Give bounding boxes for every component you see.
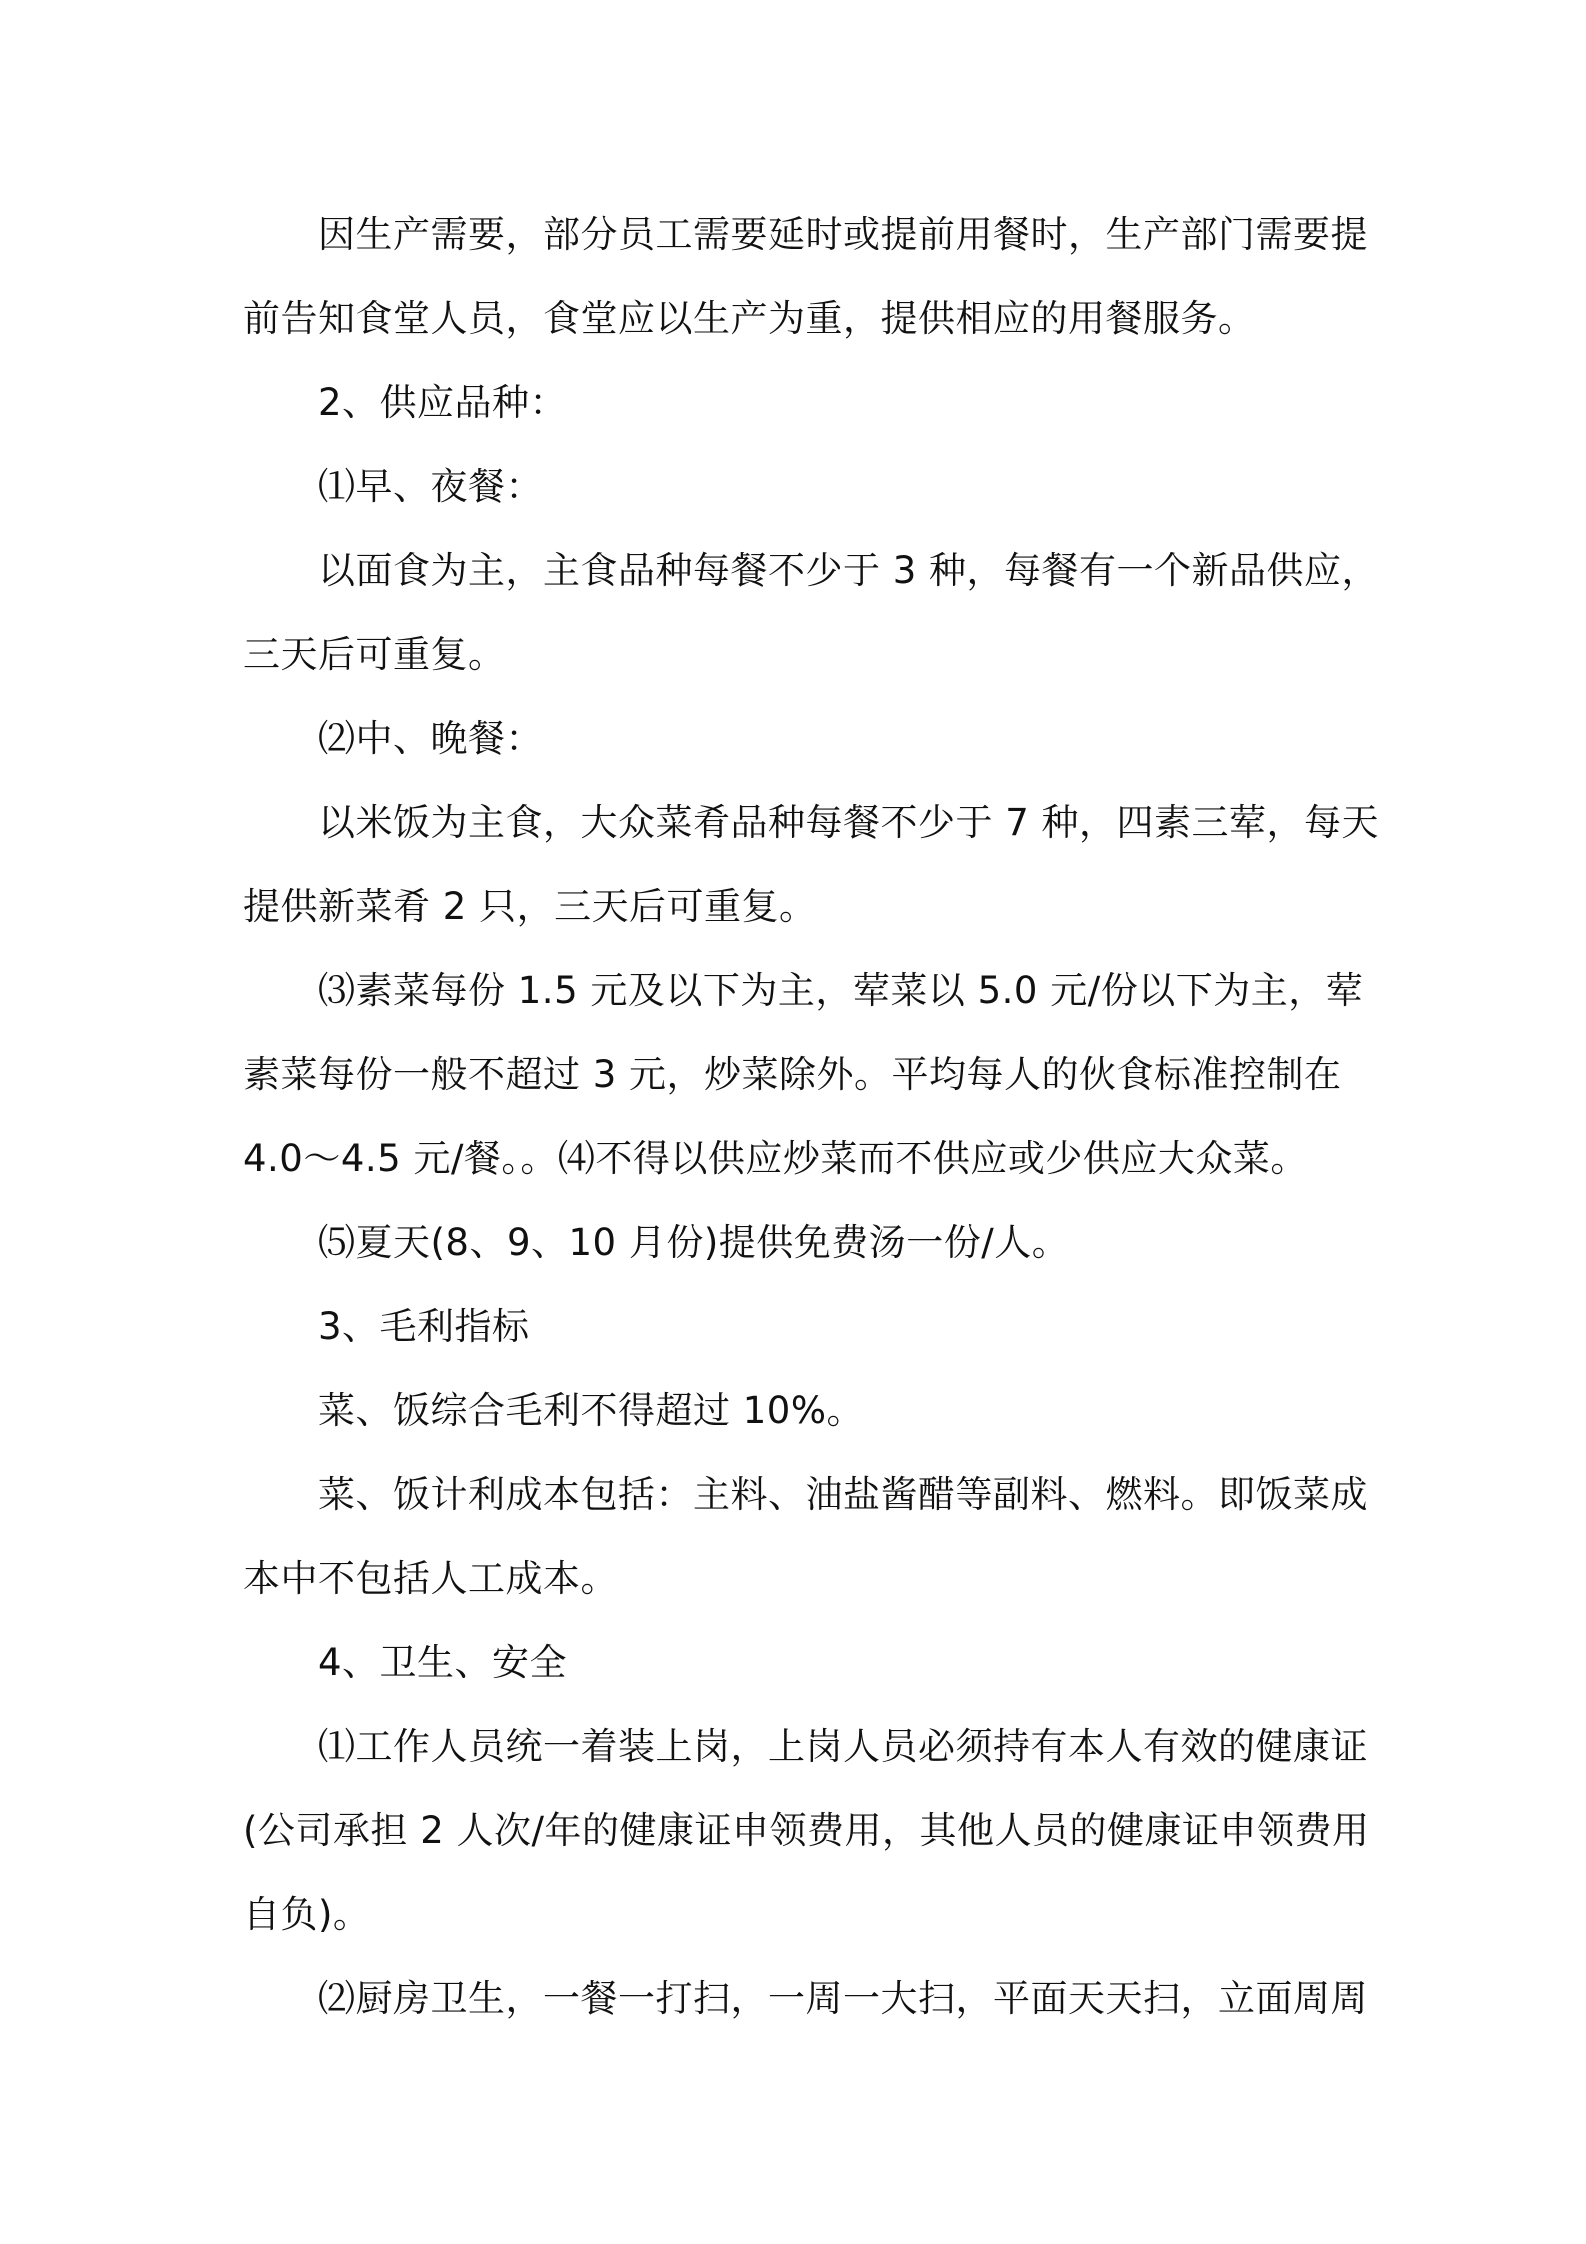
paragraph-line: 素菜每份一般不超过 3 元，炒菜除外。平均每人的伙食标准控制在 — [243, 1053, 1342, 1096]
paragraph-line: 因生产需要，部分员工需要延时或提前用餐时，生产部门需要提 — [318, 213, 1368, 256]
section-heading: 2、供应品种： — [318, 381, 568, 424]
subsection-heading: ⑵中、晚餐： — [318, 717, 543, 760]
paragraph-line: 4.0～4.5 元/餐。。⑷不得以供应炒菜而不供应或少供应大众菜。 — [243, 1137, 1308, 1180]
paragraph-line: 提供新菜肴 2 只，三天后可重复。 — [243, 885, 817, 928]
paragraph-line: ⑴工作人员统一着装上岗，上岗人员必须持有本人有效的健康证 — [318, 1725, 1368, 1768]
paragraph-line: ⑵厨房卫生，一餐一打扫，一周一大扫，平面天天扫，立面周周 — [318, 1977, 1368, 2020]
paragraph-line: (公司承担 2 人次/年的健康证申领费用，其他人员的健康证申领费用 — [243, 1809, 1370, 1852]
paragraph-line: ⑸夏天(8、9、10 月份)提供免费汤一份/人。 — [318, 1221, 1070, 1264]
paragraph-line: 菜、饭计利成本包括：主料、油盐酱醋等副料、燃料。即饭菜成 — [318, 1473, 1368, 1516]
paragraph-line: 自负)。 — [243, 1893, 371, 1936]
section-heading: 4、卫生、安全 — [318, 1641, 568, 1684]
section-heading: 3、毛利指标 — [318, 1305, 530, 1348]
paragraph-line: 前告知食堂人员，食堂应以生产为重，提供相应的用餐服务。 — [243, 297, 1256, 340]
paragraph-line: 三天后可重复。 — [243, 633, 506, 676]
paragraph-line: 以米饭为主食，大众菜肴品种每餐不少于 7 种，四素三荤，每天 — [318, 801, 1380, 844]
paragraph-line: 以面食为主，主食品种每餐不少于 3 种，每餐有一个新品供应， — [318, 549, 1380, 592]
paragraph-line: ⑶素菜每份 1.5 元及以下为主，荤菜以 5.0 元/份以下为主，荤 — [318, 969, 1364, 1012]
paragraph-line: 本中不包括人工成本。 — [243, 1557, 618, 1600]
subsection-heading: ⑴早、夜餐： — [318, 465, 543, 508]
paragraph-line: 菜、饭综合毛利不得超过 10%。 — [318, 1389, 864, 1432]
